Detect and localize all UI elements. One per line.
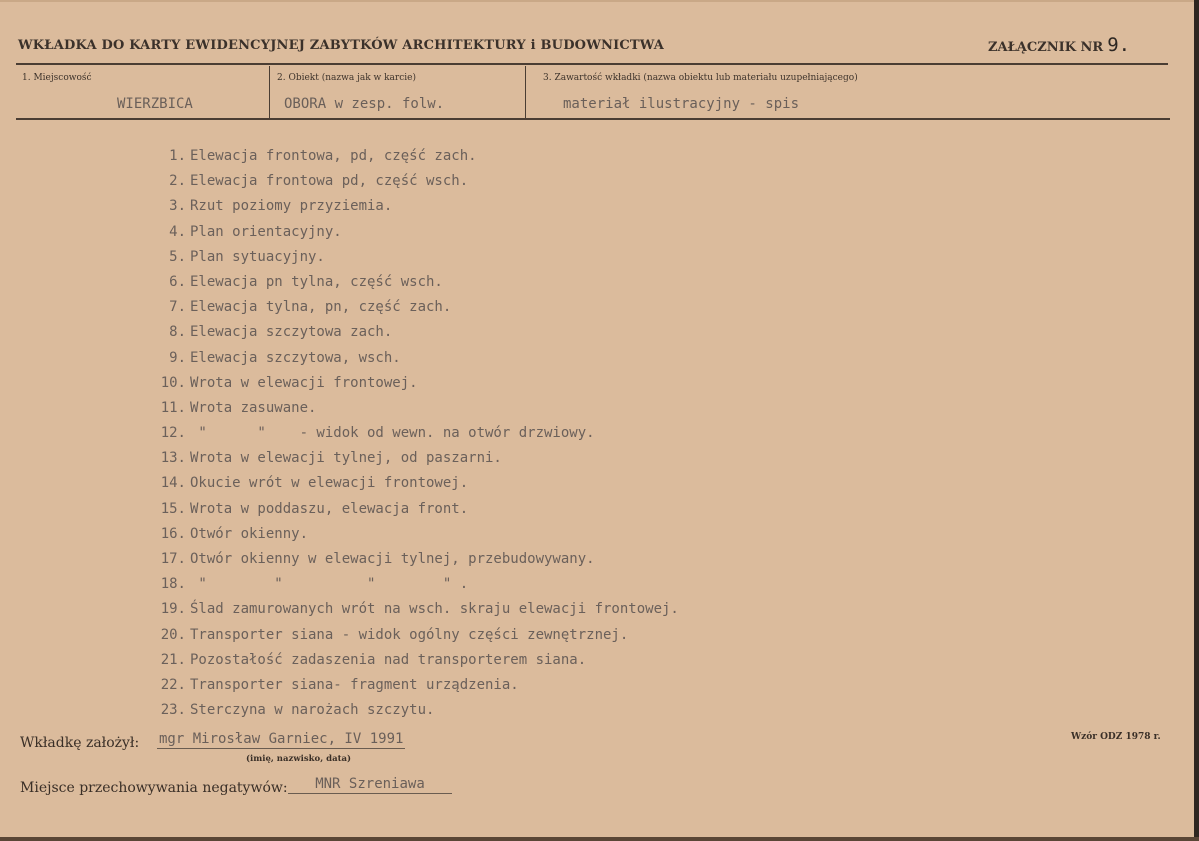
list-item-number: 22. <box>160 676 186 693</box>
list-item-text: Wrota w elewacji frontowej. <box>190 374 418 391</box>
storage-label: Miejsce przechowywania negatywów: <box>20 780 288 796</box>
list-item <box>142 698 679 723</box>
list-item-text: Transporter siana- fragment urządzenia. <box>190 676 519 693</box>
field-divider-2 <box>525 66 526 118</box>
list-item-number: 2. <box>169 173 186 190</box>
list-item <box>142 220 679 245</box>
list-item-number: 4. <box>169 223 186 240</box>
list-item <box>142 346 679 371</box>
list-item-number: 8. <box>169 324 186 341</box>
author-caption: (imię, nazwisko, data) <box>246 754 352 764</box>
list-item-number: 5. <box>169 248 186 265</box>
list-item-text: Elewacja pn tylna, część wsch. <box>190 273 443 290</box>
list-item-number: 10. <box>160 374 186 391</box>
list-item <box>142 169 679 194</box>
locality-label: 1. Miejscowość <box>22 73 92 83</box>
illustration-list <box>142 144 679 723</box>
list-item-number: 14. <box>160 475 186 492</box>
list-item <box>142 245 679 270</box>
object-label: 2. Obiekt (nazwa jak w karcie) <box>277 73 416 83</box>
list-item-number: 16. <box>160 525 186 542</box>
list-item-text: " " " " . <box>190 576 469 593</box>
list-item <box>142 597 679 622</box>
list-item-text: Elewacja tylna, pn, część zach. <box>190 299 452 316</box>
list-item-number: 12. <box>160 425 186 442</box>
header-bottom-rule <box>16 118 1170 120</box>
list-item <box>142 371 679 396</box>
form-pattern-note: Wzór ODZ 1978 r. <box>1071 732 1161 742</box>
list-item <box>142 144 679 169</box>
list-item <box>142 547 679 572</box>
card-top-edge <box>0 0 1199 2</box>
contents-label: 3. Zawartość wkładki (nazwa obiektu lub materiału uzupełniającego) <box>543 73 858 83</box>
card-right-edge <box>1194 0 1199 841</box>
list-item-text: Wrota w elewacji tylnej, od paszarni. <box>190 450 502 467</box>
list-item-text: Sterczyna w narożach szczytu. <box>190 702 435 719</box>
list-item-number: 9. <box>169 349 186 366</box>
storage-value: MNR Szreniawa <box>288 776 452 794</box>
list-item <box>142 396 679 421</box>
list-item-text: Elewacja szczytowa, wsch. <box>190 349 401 366</box>
list-item-text: Wrota w poddaszu, elewacja front. <box>190 500 469 517</box>
list-item-text: Elewacja frontowa pd, część wsch. <box>190 173 469 190</box>
locality-value: WIERZBICA <box>117 96 193 112</box>
list-item-text: Otwór okienny. <box>190 525 309 542</box>
card-bottom-edge <box>0 837 1199 841</box>
header-top-rule <box>16 63 1168 65</box>
list-item-number: 15. <box>160 500 186 517</box>
list-item-text: Plan orientacyjny. <box>190 223 342 240</box>
list-item <box>142 572 679 597</box>
list-item-number: 13. <box>160 450 186 467</box>
list-item-number: 6. <box>169 273 186 290</box>
list-item <box>142 194 679 219</box>
list-item-number: 17. <box>160 551 186 567</box>
annex-label <box>988 34 1130 56</box>
list-item-text: Otwór okienny w elewacji tylnej, przebudowywany. <box>190 551 595 567</box>
list-item <box>142 623 679 648</box>
list-item <box>142 497 679 522</box>
list-item <box>142 522 679 547</box>
list-item <box>142 673 679 698</box>
list-item-number: 7. <box>169 299 186 316</box>
object-value: OBORA w zesp. folw. <box>284 96 445 112</box>
list-item <box>142 648 679 673</box>
list-item-text: Ślad zamurowanych wrót na wsch. skraju elewacji frontowej. <box>190 601 679 618</box>
list-item <box>142 446 679 471</box>
list-item-number: 3. <box>169 198 186 215</box>
field-divider-1 <box>269 66 270 118</box>
list-item-number: 20. <box>160 626 186 643</box>
list-item-number: 23. <box>160 702 186 719</box>
list-item-number: 18. <box>160 576 186 593</box>
list-item-text: " " - widok od wewn. na otwór drzwiowy. <box>190 425 595 442</box>
list-item-number: 1. <box>169 148 186 164</box>
author-value: mgr Mirosław Garniec, IV 1991 <box>159 731 404 747</box>
list-item <box>142 295 679 320</box>
list-item <box>142 471 679 496</box>
list-item-number: 19. <box>160 601 186 618</box>
list-item <box>142 320 679 345</box>
list-item <box>142 270 679 295</box>
list-item-text: Transporter siana - widok ogólny części zewnętrznej. <box>190 626 629 643</box>
list-item-text: Rzut poziomy przyziemia. <box>190 198 393 215</box>
annex-label-text: ZAŁĄCZNIK NR <box>988 40 1104 55</box>
form-title: WKŁADKA DO KARTY EWIDENCYJNEJ ZABYTKÓW ARCHITEKTURY i BUDOWNICTWA <box>18 38 665 53</box>
list-item <box>142 421 679 446</box>
list-item-text: Elewacja frontowa, pd, część zach. <box>190 148 477 164</box>
list-item-number: 21. <box>160 651 186 668</box>
list-item-text: Elewacja szczytowa zach. <box>190 324 393 341</box>
list-item-text: Wrota zasuwane. <box>190 399 317 416</box>
list-item-number: 11. <box>160 399 186 416</box>
list-item-text: Plan sytuacyjny. <box>190 248 325 265</box>
author-label: Wkładkę założył: <box>20 735 140 751</box>
contents-value: materiał ilustracyjny - spis <box>563 96 800 112</box>
list-item-text: Okucie wrót w elewacji frontowej. <box>190 475 469 492</box>
annex-number: 9. <box>1107 34 1131 56</box>
list-item-text: Pozostałość zadaszenia nad transporterem siana. <box>190 651 587 668</box>
